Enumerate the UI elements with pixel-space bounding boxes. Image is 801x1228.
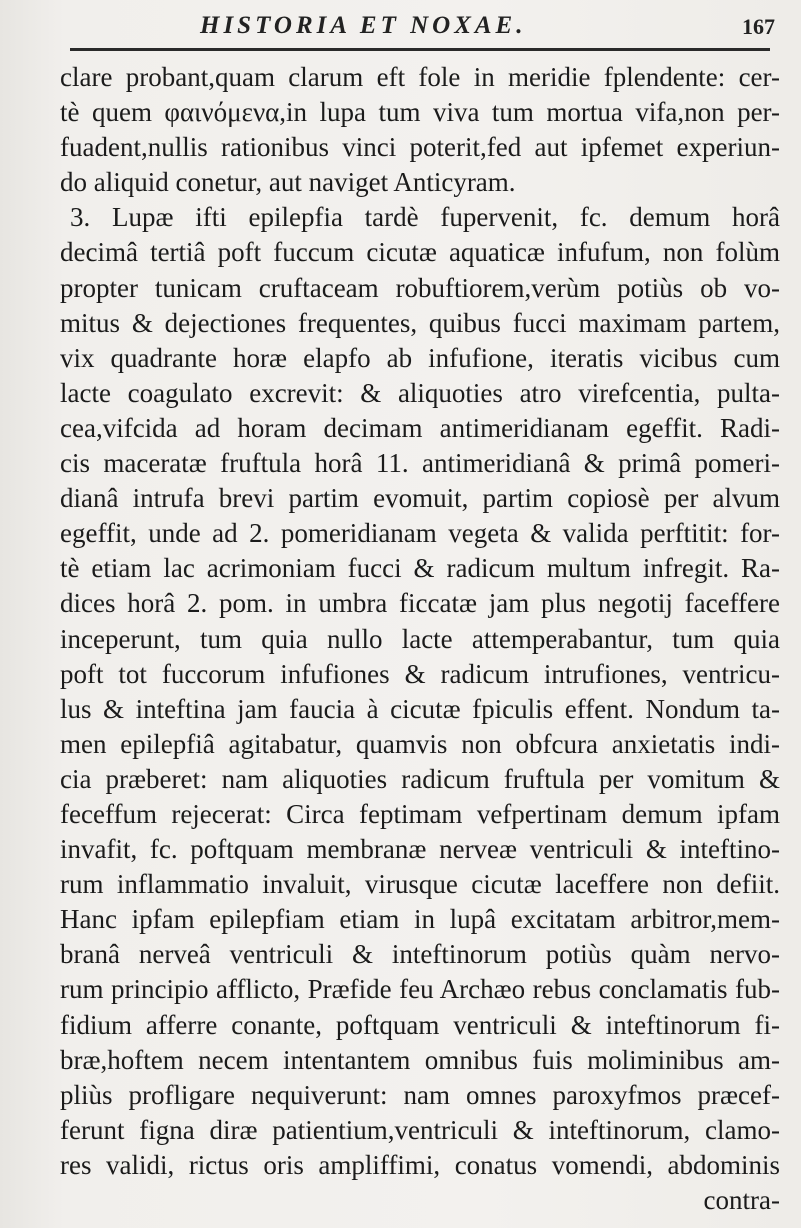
text-line: fidium afferre conante, poftquam ventriculi & inteftinorum fi- (60, 1009, 780, 1040)
header-rule (70, 48, 770, 51)
text-line: Hanc ipfam epilepfiam etiam in lupâ excitatam arbitror,mem- (60, 904, 780, 935)
running-title: HISTORIA ET NOXAE. (200, 12, 527, 39)
text-line: lus & inteftina jam faucia à cicutæ fpiculis effent. Nondum ta- (60, 693, 780, 724)
text-line: rum inflammatio invaluit, virusque cicutæ laceffere non defiit. (60, 869, 780, 900)
text-line: cea,vifcida ad horam decimam antimeridianam egeffit. Radi- (60, 412, 780, 443)
text-line: tè etiam lac acrimoniam fucci & radicum multum infregit. Ra- (60, 553, 780, 584)
text-line: rum principio afflicto, Præfide feu Archæo rebus conclamatis fub- (60, 974, 780, 1005)
text-line: fuadent,nullis rationibus vinci poterit,fed aut ipfemet experiun- (60, 132, 780, 163)
text-line: egeffit, unde ad 2. pomeridianam vegeta & valida perftitit: for- (60, 518, 780, 549)
text-line: dianâ intrufa brevi partim evomuit, partim copiosè per alvum (60, 483, 780, 514)
text-line: invafit, fc. poftquam membranæ nerveæ ventriculi & inteftino- (60, 834, 780, 865)
text-line: branâ nerveâ ventriculi & inteftinorum potiùs quàm nervo- (60, 939, 780, 970)
text-line: tè quem φαινόμενα,in lupa tum viva tum mortua vifa,non per- (60, 97, 780, 128)
text-line: decimâ tertiâ poft fuccum cicutæ aquaticæ infufum, non folùm (60, 237, 780, 268)
text-line: feceffum rejecerat: Circa feptimam vefpertinam demum ipfam (60, 798, 780, 829)
text-line: cia præberet: nam aliquoties radicum fruftula per vomitum & (60, 763, 780, 794)
text-line: ferunt figna diræ patientium,ventriculi & inteftinorum, clamo- (60, 1114, 780, 1145)
text-line: mitus & dejectiones frequentes, quibus fucci maximam partem, (60, 307, 780, 338)
body-text (60, 60, 780, 1218)
text-line: cis maceratæ fruftula horâ 11. antimeridianâ & primâ pomeri- (60, 448, 780, 479)
text-line: res validi, rictus oris ampliffimi, conatus vomendi, abdominis (60, 1149, 780, 1180)
catchword: contra- (703, 1185, 780, 1215)
text-line: men epilepfiâ agitabatur, quamvis non obfcura anxietatis indi- (60, 728, 780, 759)
text-line: bræ,hoftem necem intentantem omnibus fuis moliminibus am- (60, 1044, 780, 1075)
text-line: lacte coagulato excrevit: & aliquoties atro virefcentia, pulta- (60, 377, 780, 408)
text-line: poft tot fuccorum infufiones & radicum intrufiones, ventricu- (60, 658, 780, 689)
text-line: pliùs profligare nequiverunt: nam omnes paroxyfmos præcef- (60, 1079, 780, 1110)
text-line: clare probant,quam clarum eft fole in meridie fplendente: cer- (60, 62, 780, 92)
text-line: 3. Lupæ ifti epilepfia tardè fupervenit, fc. demum horâ (70, 202, 780, 233)
text-line: vix quadrante horæ elapfo ab infufione, iteratis vicibus cum (60, 342, 780, 373)
page-number: 167 (742, 14, 775, 39)
page-header (0, 8, 801, 48)
text-line: dices horâ 2. pom. in umbra ficcatæ jam plus negotij faceffere (60, 588, 780, 619)
text-line: propter tunicam cruftaceam robuftiorem,verùm potiùs ob vo- (60, 272, 780, 303)
text-line: inceperunt, tum quia nullo lacte attemperabantur, tum quia (60, 623, 780, 654)
text-line: do aliquid conetur, aut naviget Anticyram. (60, 167, 516, 198)
